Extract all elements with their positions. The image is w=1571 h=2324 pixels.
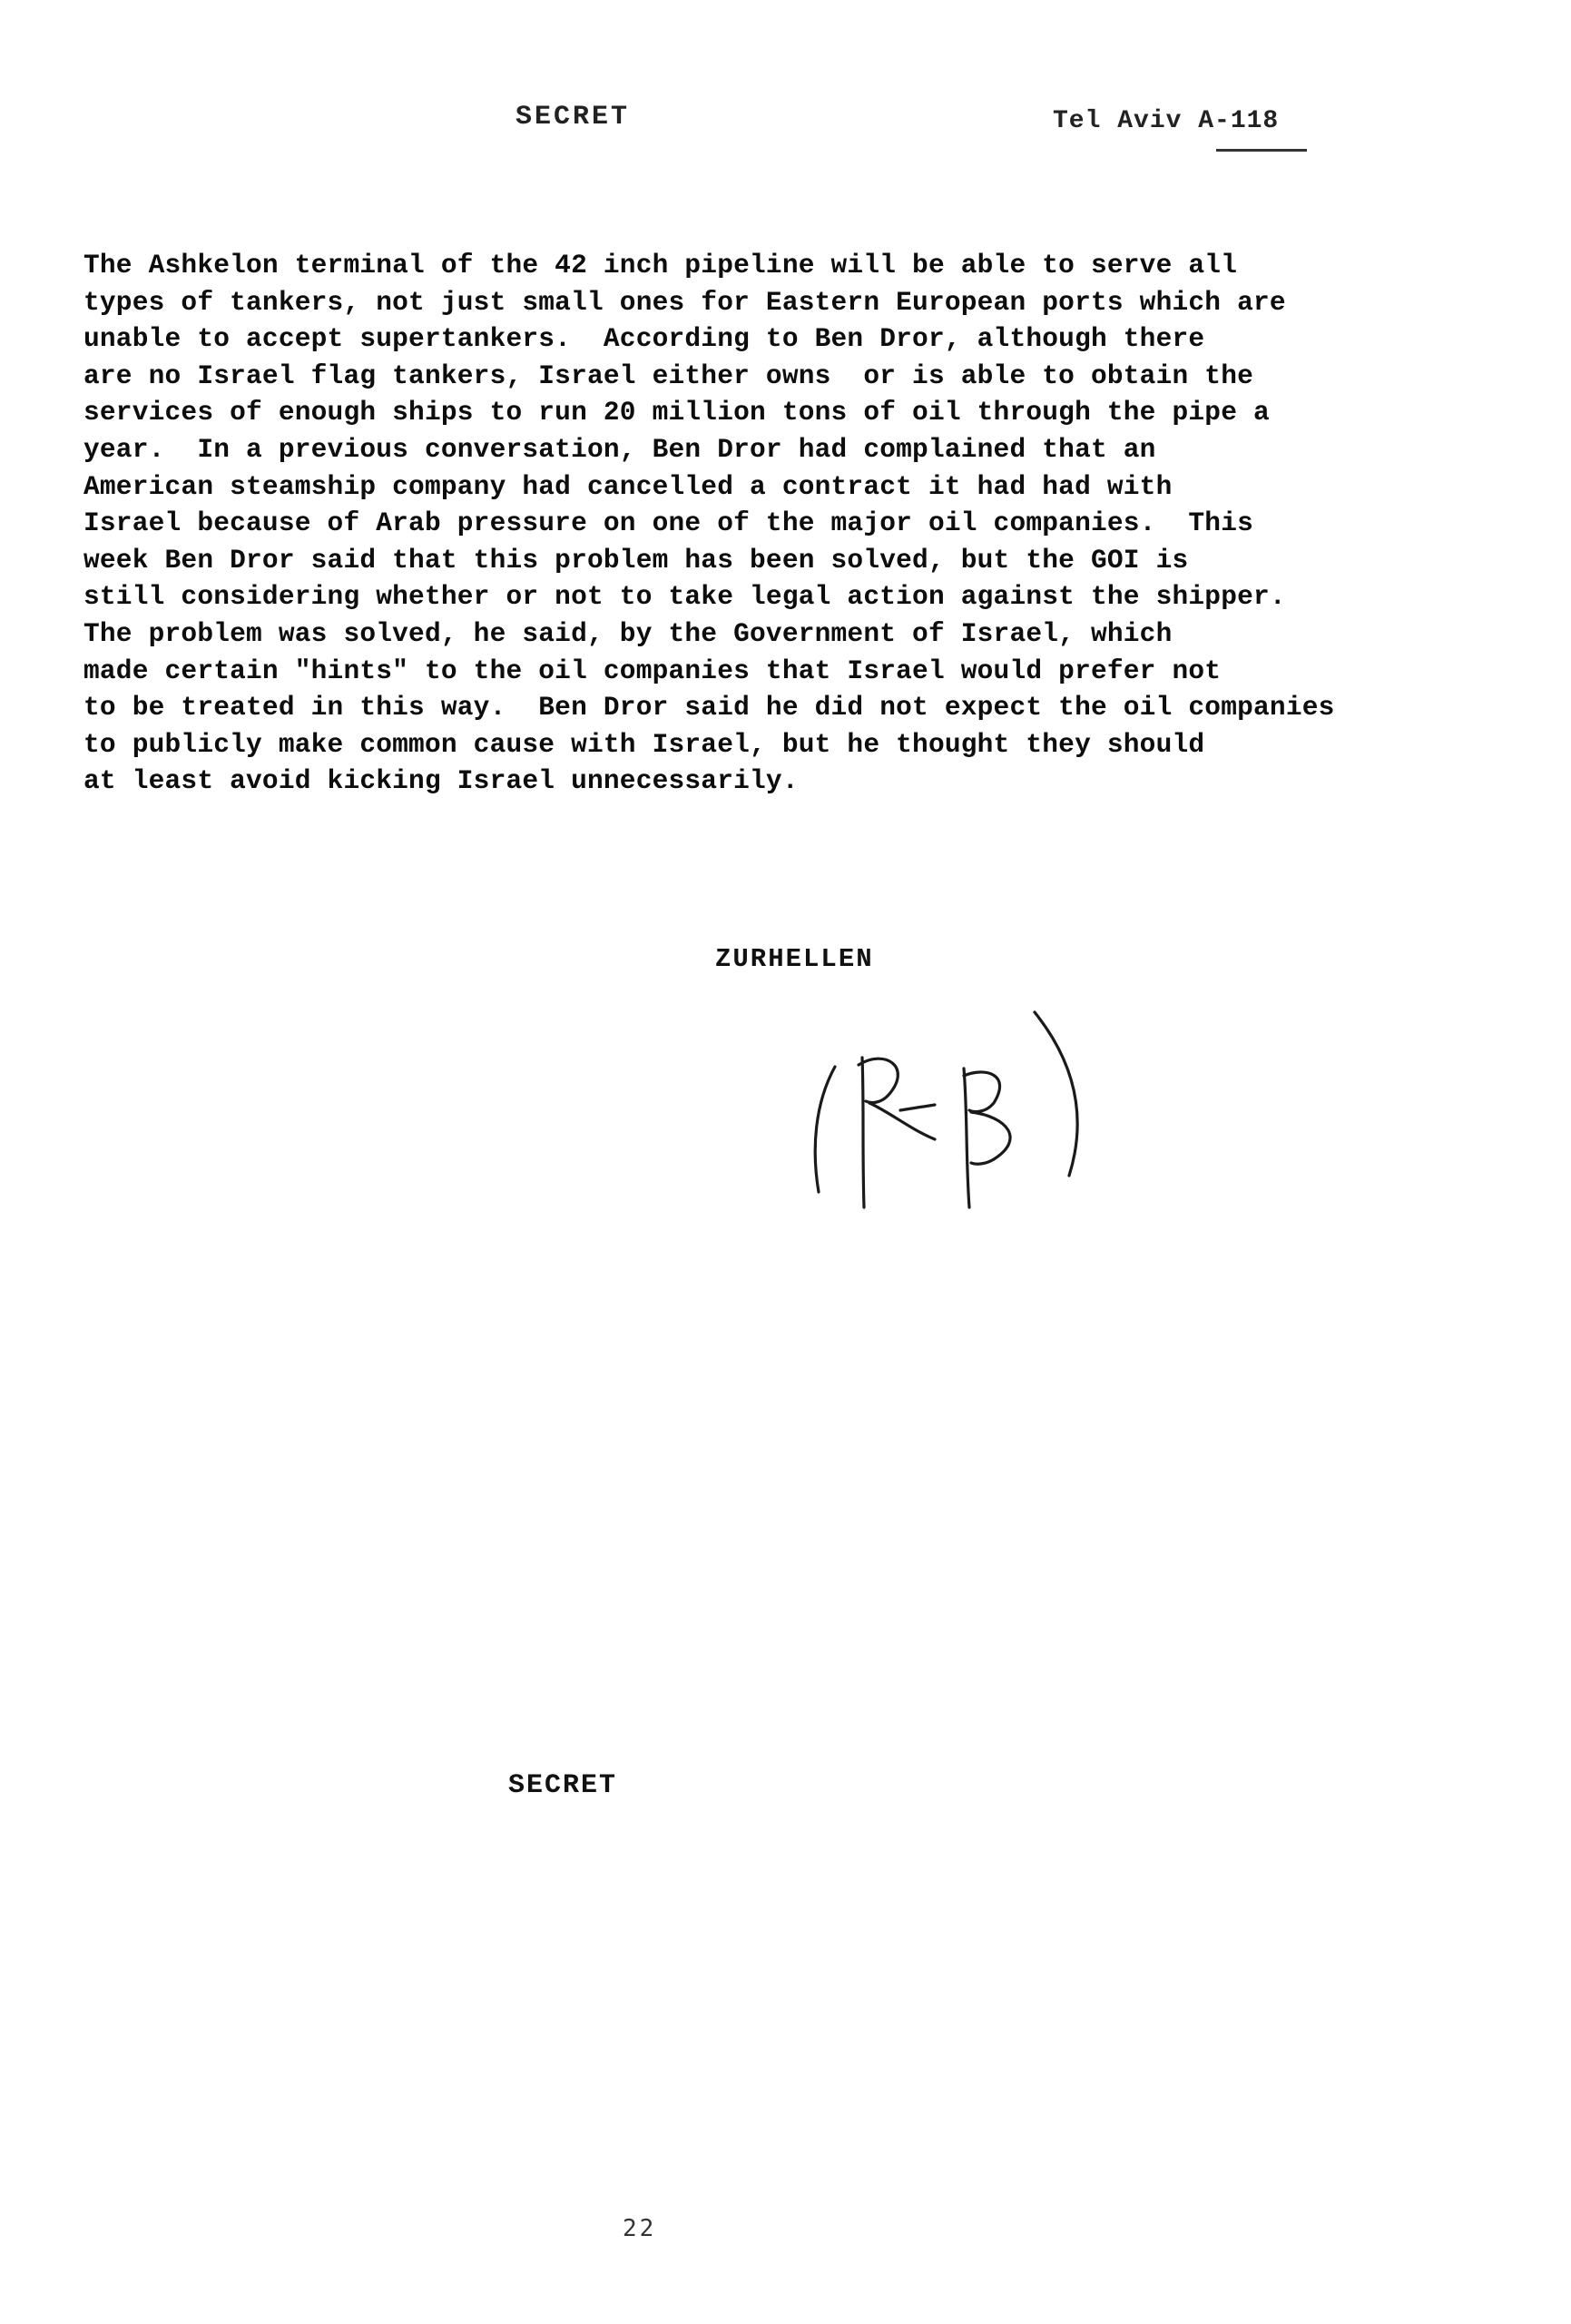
body-line: week Ben Dror said that this problem has been solved, but the GOI is xyxy=(83,544,1189,576)
document-reference: Tel Aviv A-118 xyxy=(1053,107,1280,135)
body-line: still considering whether or not to take legal action against the shipper. xyxy=(83,581,1286,613)
body-line: to be treated in this way. Ben Dror said he did not expect the oil companies xyxy=(83,692,1335,724)
handwritten-initials xyxy=(799,1003,1125,1212)
body-line: types of tankers, not just small ones for Eastern European ports which are xyxy=(83,286,1286,318)
body-line: unable to accept supertankers. According to Ben Dror, although there xyxy=(83,323,1205,355)
body-line: year. In a previous conversation, Ben Dror had complained that an xyxy=(83,433,1156,465)
body-line: The problem was solved, he said, by the Government of Israel, which xyxy=(83,617,1173,649)
body-line: at least avoid kicking Israel unnecessarily. xyxy=(83,765,799,797)
body-line: made certain "hints" to the oil companies that Israel would prefer not xyxy=(83,655,1222,686)
header-classification-marking: SECRET xyxy=(515,102,631,133)
page-number: 22 xyxy=(623,2215,657,2242)
body-line: to publicly make common cause with Israel, but he thought they should xyxy=(83,728,1205,760)
body-line: services of enough ships to run 20 million tons of oil through the pipe a xyxy=(83,397,1270,428)
body-paragraph xyxy=(83,247,1354,800)
reference-underline xyxy=(1216,149,1307,152)
body-line: The Ashkelon terminal of the 42 inch pipeline will be able to serve all xyxy=(83,250,1238,281)
body-line: Israel because of Arab pressure on one of the major oil companies. This xyxy=(83,507,1254,539)
body-line: American steamship company had cancelled a contract it had had with xyxy=(83,470,1173,502)
footer-classification-marking: SECRET xyxy=(508,1770,618,1801)
body-line: are no Israel flag tankers, Israel either owns or is able to obtain the xyxy=(83,359,1254,391)
signature-name: ZURHELLEN xyxy=(715,944,874,974)
